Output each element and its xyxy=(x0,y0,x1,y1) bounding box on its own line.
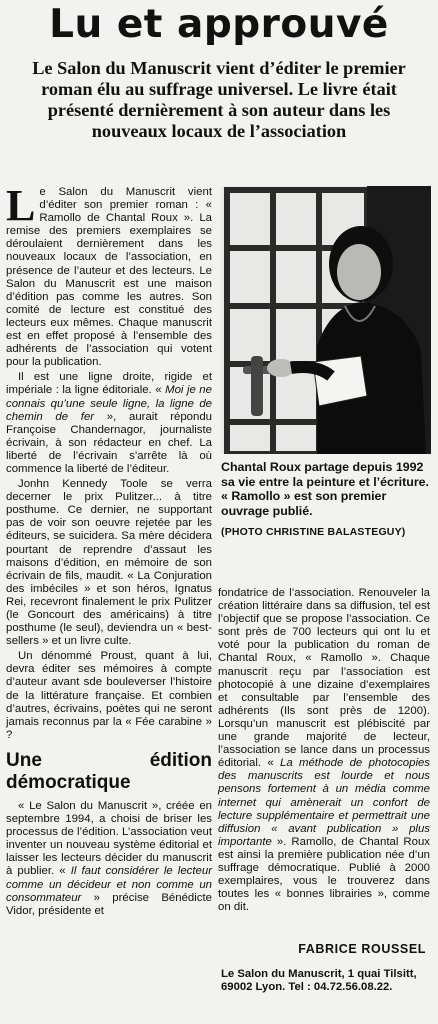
paragraph-text: », aurait répondu Françoise Chandernagor, journaliste écrivain, à son rédacteur en chef. La liberté de l’écrivain s’arrête là où commence la liberté de l’éditeur. xyxy=(6,410,212,475)
paragraph-text: ». Ramollo, de Chantal Roux est ainsi la première publication née d’un suffrage démocratique. Publié à 2000 exemplaires, vous le trouverez dans toutes les « bonnes librairies », comme on dit. xyxy=(218,835,430,914)
paragraph-toole: Jonhn Kennedy Toole se verra decerner le prix Pulitzer... à titre posthume. Ce dernier, ne supportant pas de voir son oeuvre rejetée par les éditeurs, se suicidera. Sa mère décidera pourtant de reprendre d’assaut les maisons d’édition, en mémoire de son écrivain de fils, maudit. « La Conjuration des imbéciles » et son héros, Ignatus Rei, recevront finalement le prix Pulitzer (le Goncourt des américains) à titre posthume (le seul), deviendra un « best-sellers » et un livre culte. xyxy=(6,478,212,648)
section-subheading: Une édition démocratique xyxy=(6,749,212,793)
paragraph-text: fondatrice de l’association. Renouveler la création littéraire dans sa diffusion, tel est l’objectif que se propose l’association. Ce sont près de 700 lecteurs qui ont lu et voté pour la publication du roman de Chantal Roux, « Ramollo ». Chaque manuscrit reçu par l’association est photocopié à une dizaine d’exemplaires et consultable par l’ensemble des adhérents (Ils sont près de 1200). Lorsqu’un manuscrit est plébiscité par une grande majorité de lecteur, l’association se lance dans un processus éditorial. « xyxy=(218,587,430,770)
author-photo xyxy=(221,186,431,454)
paragraph-salon-continued xyxy=(218,587,430,914)
paragraph-intro xyxy=(6,181,212,369)
article-lead: Le Salon du Manuscrit vient d’éditer le premier roman élu au suffrage universel. Le livre était présenté dernièrement à son auteur dans les nouveaux locaux de l’association xyxy=(32,58,406,141)
article-title: Lu et approuvé xyxy=(49,2,389,47)
article-column-left xyxy=(6,181,212,920)
photo-credit: (PHOTO CHRISTINE BALASTEGUY) xyxy=(221,526,406,538)
paragraph-text: » précise Bénédicte Vidor, présidente et xyxy=(6,891,212,917)
quote-text: Moi je ne connais qu’une seule ligne, la ligne de chemin de fer xyxy=(6,384,212,423)
paragraph-text: e Salon du Manuscrit vient d’éditer son premier roman : « Ramollo de Chantal Roux ». La remise des premiers exemplaires se déroulaient dernièrement dans les nouveaux locaux de l’association, en présence de l’auteur et des lecteurs. Le Salon du Manuscrit est une maison d’édition pas comme les autres. Son comité de lecture est constitué des lecteurs eux mêmes. Chaque manuscrit est en effet proposé à l’ensemble des adhérents de l’association qui votent pour la publication. xyxy=(6,186,212,369)
paragraph-ligne-editoriale xyxy=(6,371,212,476)
author-photo-image xyxy=(221,186,431,454)
article-column-right xyxy=(218,587,430,916)
quote-text: La méthode de photocopies des manuscrits est lourde et nous pensons fortement à un média comme internet qui amènerait un confort de lecture supplémentaire et permettrait une diffusion « avant publication » plus importante xyxy=(218,757,431,848)
paragraph-salon xyxy=(6,800,212,918)
contact-address: Le Salon du Manuscrit, 1 quai Tilsitt, 69002 Lyon. Tel : 04.72.56.08.22. xyxy=(221,968,417,994)
paragraph-text: « Le Salon du Manuscrit », créée en septembre 1994, a choisi de briser les processus de l’édition. L’association veut inventer un nouveau système éditorial et laisser les lecteurs décider du manuscrit à publier. « xyxy=(6,799,212,878)
photo-caption: Chantal Roux partage depuis 1992 sa vie entre la peinture et l’écriture. « Ramollo » est son premier ouvrage publié. xyxy=(221,460,429,518)
paragraph-proust: Un dénommé Proust, quant à lui, devra éditer ses mémoires à compte d’auteur avant sde bouleverser l’histoire de la littérature française. Et combien d’autres, écrivains, poètes qui ne seront jamais reconnus par la « Fée carabine » ? xyxy=(6,650,212,741)
author-signature: FABRICE ROUSSEL xyxy=(298,942,426,956)
quote-text: Il faut considérer le lecteur comme un décideur et non comme un consommateur xyxy=(6,865,212,904)
paragraph-text: Il est une ligne droite, rigide et impériale : la ligne éditoriale. « xyxy=(6,371,212,397)
drop-cap: L xyxy=(6,181,36,230)
